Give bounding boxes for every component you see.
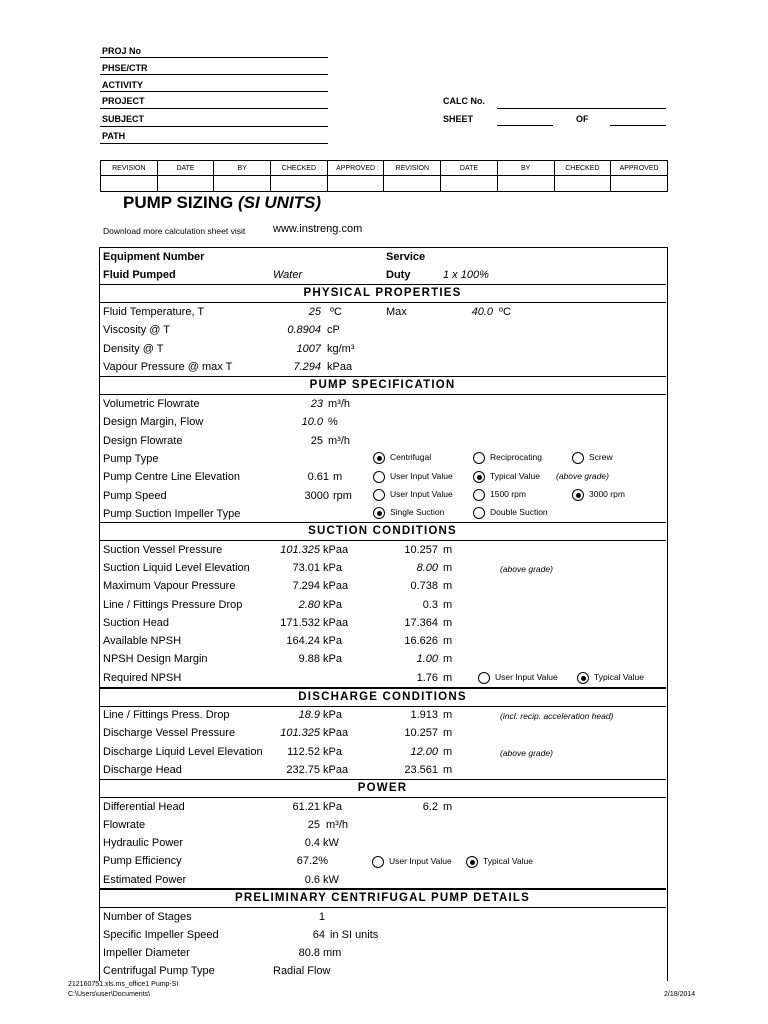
row-unit-m: m [443, 653, 453, 666]
centrifugal-type-value: Radial Flow [273, 965, 331, 977]
row-unit-m: m [443, 635, 453, 647]
rev-cell[interactable] [327, 176, 384, 192]
row-unit-m: m [443, 544, 453, 556]
radio-double-suction[interactable] [473, 507, 485, 519]
centrifugal-type-label: Centrifugal Pump Type [103, 965, 215, 977]
header-line [100, 57, 328, 58]
estimated-power-unit: kW [323, 874, 339, 886]
radio-speed-1500-label: 1500 rpm [490, 489, 526, 499]
rev-cell[interactable] [384, 176, 441, 192]
radio-centrifugal-label: Centrifugal [390, 452, 432, 462]
rev-cell[interactable] [441, 176, 498, 192]
elev-note: (above grade) [556, 471, 609, 481]
rev-header: APPROVED [611, 161, 668, 176]
max-temp-label: Max [386, 306, 407, 318]
viscosity-value[interactable]: 0.8904 [287, 324, 321, 336]
hydraulic-power-unit: kW [323, 837, 339, 849]
impeller-diameter-unit: mm [323, 947, 342, 959]
row-unit-kpa: kPaa [323, 727, 349, 740]
duty-label: Duty [386, 269, 411, 281]
row-unit-m: m [443, 727, 453, 740]
row-value-kpa: 73.01 [292, 562, 320, 575]
radio-npsh-typical[interactable] [577, 672, 589, 684]
impeller-type-label: Pump Suction Impeller Type [103, 508, 241, 520]
design-margin-unit: % [328, 416, 338, 428]
revision-table [100, 160, 668, 192]
title-main: PUMP SIZING [123, 193, 238, 212]
header-line [100, 74, 328, 75]
of-field[interactable] [610, 125, 666, 126]
required-npsh-value: 1.76 [416, 672, 438, 684]
row-label: Maximum Vapour Pressure [103, 580, 236, 593]
radio-speed-user-input[interactable] [373, 489, 385, 501]
row-unit-m: m [443, 616, 453, 629]
specific-speed-unit: in SI units [330, 929, 379, 941]
power-flowrate-unit: m³/h [326, 819, 348, 831]
differential-head-m: 6.2 [422, 801, 438, 813]
viscosity-unit: cP [327, 324, 340, 336]
row-value-kpa: 164.24 [286, 635, 320, 647]
header-field-project: PROJECT [102, 96, 145, 106]
design-flowrate-value: 25 [310, 435, 323, 447]
row-unit-m: m [443, 598, 453, 611]
row-value-m: 16.626 [404, 635, 438, 647]
pump-speed-label: Pump Speed [103, 490, 167, 502]
required-npsh-label: Required NPSH [103, 672, 182, 684]
rev-cell[interactable] [101, 176, 158, 192]
header-line [100, 143, 328, 144]
row-label: Line / Fittings Pressure Drop [103, 598, 243, 611]
section-physical-properties: PHYSICAL PROPERTIES [99, 284, 666, 303]
row-label: Available NPSH [103, 635, 182, 647]
fluid-temp-label: Fluid Temperature, T [103, 306, 205, 318]
row-label: Suction Liquid Level Elevation [103, 562, 250, 575]
required-npsh-unit: m [443, 672, 453, 684]
specific-speed-label: Specific Impeller Speed [103, 929, 219, 941]
vapour-pressure-label: Vapour Pressure @ max T [103, 361, 233, 373]
calc-no-label: CALC No. [443, 96, 485, 106]
sheet-field[interactable] [497, 125, 553, 126]
stages-value: 1 [318, 911, 325, 923]
row-unit-kpa: kPa [323, 709, 342, 721]
row-value-m: 8.00 [416, 562, 438, 575]
header-field-path: PATH [102, 131, 126, 141]
rev-cell[interactable] [554, 176, 611, 192]
row-unit-kpa: kPa [323, 562, 342, 575]
design-margin-label: Design Margin, Flow [103, 416, 204, 428]
radio-npsh-typical-label: Typical Value [594, 672, 644, 682]
centre-line-elevation-label: Pump Centre Line Elevation [103, 471, 240, 483]
radio-eff-typical-label: Typical Value [483, 856, 533, 866]
row-unit-kpa: kPaa [323, 580, 349, 593]
density-value[interactable]: 1007 [296, 343, 321, 355]
footer-path: C:\Users\user\Documents\ [68, 991, 151, 998]
row-value-m: 23.561 [404, 763, 438, 776]
fluid-temp-value[interactable]: 25 [308, 306, 321, 318]
section-discharge-conditions: DISCHARGE CONDITIONS [99, 687, 666, 707]
row-note: (above grade) [500, 747, 553, 758]
rev-header: APPROVED [327, 161, 384, 176]
radio-reciprocating-label: Reciprocating [490, 452, 542, 462]
rev-header: REVISION [384, 161, 441, 176]
vapour-pressure-unit: kPaa [327, 361, 353, 373]
row-note: (incl. recip. acceleration head) [500, 711, 614, 721]
radio-eff-typical[interactable] [466, 856, 478, 868]
rev-cell[interactable] [611, 176, 668, 192]
download-link[interactable]: www.instreng.com [273, 223, 363, 235]
differential-head-m-unit: m [443, 801, 453, 813]
row-value-m: 1.00 [416, 653, 438, 666]
row-value-m: 17.364 [404, 616, 438, 629]
rev-header: BY [214, 161, 271, 176]
radio-double-suction-label: Double Suction [490, 507, 548, 517]
rev-cell[interactable] [157, 176, 214, 192]
rev-cell[interactable] [214, 176, 271, 192]
header-field-activity: ACTIVITY [102, 80, 144, 90]
radio-speed-3000-label: 3000 rpm [589, 489, 625, 499]
row-value-kpa: 18.9 [298, 709, 320, 721]
rev-header: CHECKED [554, 161, 611, 176]
title-units: (SI UNITS) [237, 193, 322, 212]
download-text: Download more calculation sheet visit [103, 226, 246, 236]
header-line [100, 91, 328, 92]
design-flowrate-label: Design Flowrate [103, 435, 183, 447]
power-flowrate-label: Flowrate [103, 819, 146, 831]
vol-flowrate-label: Volumetric Flowrate [103, 398, 200, 410]
row-value-kpa: 171.532 [280, 616, 320, 629]
row-value-m: 10.257 [404, 544, 438, 556]
rev-header: DATE [157, 161, 214, 176]
calc-no-field[interactable] [497, 108, 666, 109]
section-preliminary-pump-details: PRELIMINARY CENTRIFUGAL PUMP DETAILS [99, 888, 666, 908]
radio-single-suction-label: Single Suction [390, 507, 445, 517]
row-unit-kpa: kPa [323, 635, 342, 647]
differential-head-kpa: 61.21 [292, 801, 320, 813]
row-value-kpa: 112.52 [287, 745, 320, 758]
row-value-kpa: 232.75 [286, 763, 320, 776]
impeller-diameter-value: 80.8 [298, 947, 320, 959]
viscosity-label: Viscosity @ T [103, 324, 170, 336]
differential-head-kpa-unit: kPa [323, 801, 342, 813]
row-label: Discharge Vessel Pressure [103, 727, 236, 740]
radio-speed-1500[interactable] [473, 489, 485, 501]
row-value-m: 0.738 [410, 580, 438, 593]
row-unit-kpa: kPa [323, 598, 342, 611]
rev-header: DATE [441, 161, 498, 176]
of-label: OF [576, 114, 589, 124]
row-label: Discharge Liquid Level Elevation [103, 745, 263, 758]
stages-label: Number of Stages [103, 911, 192, 923]
radio-speed-user-input-label: User Input Value [390, 489, 453, 499]
density-unit: kg/m³ [327, 343, 355, 355]
row-unit-m: m [443, 580, 453, 593]
centre-line-elevation-unit: m [333, 471, 343, 483]
row-value-kpa: 101.325 [280, 727, 320, 740]
sheet-label: SHEET [443, 114, 474, 124]
row-unit-kpa: kPaa [323, 544, 349, 556]
radio-eff-user-input-label: User Input Value [389, 856, 452, 866]
pump-efficiency-value: 67.2% [296, 855, 328, 867]
pump-type-label: Pump Type [103, 453, 159, 465]
design-flowrate-unit: m³/h [328, 435, 350, 447]
rev-header: BY [497, 161, 554, 176]
row-unit-kpa: kPaa [323, 763, 349, 776]
radio-npsh-user-input[interactable] [478, 672, 490, 684]
header-field-proj-no: PROJ No [102, 46, 142, 56]
radio-screw-label: Screw [589, 452, 613, 462]
row-label: Suction Vessel Pressure [103, 544, 223, 556]
radio-elev-typical[interactable] [473, 471, 485, 483]
rev-header: CHECKED [271, 161, 328, 176]
hydraulic-power-value: 0.4 [304, 837, 320, 849]
row-value-m: 0.3 [422, 598, 438, 611]
row-value-kpa: 7.294 [292, 580, 320, 593]
density-label: Density @ T [103, 343, 164, 355]
service-label: Service [386, 251, 426, 263]
vol-flowrate-unit: m³/h [328, 398, 350, 410]
header-field-phase: PHSE/CTR [102, 63, 148, 73]
page-title [123, 193, 321, 213]
estimated-power-label: Estimated Power [103, 874, 187, 886]
impeller-diameter-label: Impeller Diameter [103, 947, 190, 959]
row-label: NPSH Design Margin [103, 653, 208, 666]
radio-elev-user-input-label: User Input Value [390, 471, 453, 481]
centre-line-elevation-value: 0.61 [307, 471, 329, 483]
pump-speed-unit: rpm [333, 490, 352, 502]
duty-value[interactable]: 1 x 100% [443, 269, 489, 281]
footer-date: 2/18/2014 [664, 991, 696, 998]
pump-speed-value: 3000 [304, 490, 329, 502]
fluid-pumped-value[interactable]: Water [273, 269, 303, 281]
radio-elev-user-input[interactable] [373, 471, 385, 483]
row-label: Discharge Head [103, 763, 182, 776]
radio-npsh-user-input-label: User Input Value [495, 672, 558, 682]
row-note: (above grade) [500, 564, 553, 575]
section-pump-specification: PUMP SPECIFICATION [99, 376, 666, 395]
row-value-m: 10.257 [404, 727, 438, 740]
row-label: Line / Fittings Press. Drop [103, 709, 230, 721]
section-power: POWER [99, 779, 666, 798]
row-unit-m: m [443, 709, 453, 721]
header-line [100, 108, 328, 109]
radio-single-suction[interactable] [373, 507, 385, 519]
rev-header: REVISION [101, 161, 158, 176]
differential-head-label: Differential Head [103, 801, 185, 813]
radio-eff-user-input[interactable] [372, 856, 384, 868]
row-value-m: 1.913 [410, 709, 438, 721]
footer-file: 212160751.xls.ms_office1 Pump-SI [68, 981, 179, 988]
max-temp-unit: ºC [499, 306, 511, 318]
radio-speed-3000[interactable] [572, 489, 584, 501]
row-value-kpa: 101.325 [280, 544, 320, 556]
fluid-temp-unit: ºC [330, 306, 342, 318]
row-unit-m: m [443, 745, 453, 758]
row-value-kpa: 9.88 [298, 653, 320, 666]
header-line [100, 126, 328, 127]
row-unit-kpa: kPa [323, 653, 342, 666]
radio-screw[interactable] [572, 452, 584, 464]
row-unit-kpa: kPa [323, 745, 342, 758]
rev-cell[interactable] [497, 176, 554, 192]
row-unit-m: m [443, 763, 453, 776]
fluid-pumped-label: Fluid Pumped [103, 269, 176, 281]
radio-centrifugal[interactable] [373, 452, 385, 464]
radio-reciprocating[interactable] [473, 452, 485, 464]
row-value-kpa: 2.80 [298, 598, 320, 611]
equipment-number-label: Equipment Number [103, 251, 205, 263]
row-value-m: 12.00 [410, 745, 438, 758]
rev-cell[interactable] [271, 176, 328, 192]
design-margin-value[interactable]: 10.0 [301, 416, 323, 428]
vol-flowrate-value[interactable]: 23 [310, 398, 323, 410]
header-field-subject: SUBJECT [102, 114, 145, 124]
section-suction-conditions: SUCTION CONDITIONS [99, 522, 666, 541]
row-unit-kpa: kPaa [323, 616, 349, 629]
vapour-pressure-value[interactable]: 7.294 [293, 361, 321, 373]
specific-speed-value: 64 [312, 929, 325, 941]
row-unit-m: m [443, 562, 453, 575]
pump-efficiency-label: Pump Efficiency [103, 855, 182, 867]
row-label: Suction Head [103, 616, 170, 629]
hydraulic-power-label: Hydraulic Power [103, 837, 184, 849]
max-temp-value[interactable]: 40.0 [471, 306, 493, 318]
estimated-power-value: 0.6 [304, 874, 320, 886]
radio-elev-typical-label: Typical Value [490, 471, 540, 481]
power-flowrate-value: 25 [307, 819, 320, 831]
